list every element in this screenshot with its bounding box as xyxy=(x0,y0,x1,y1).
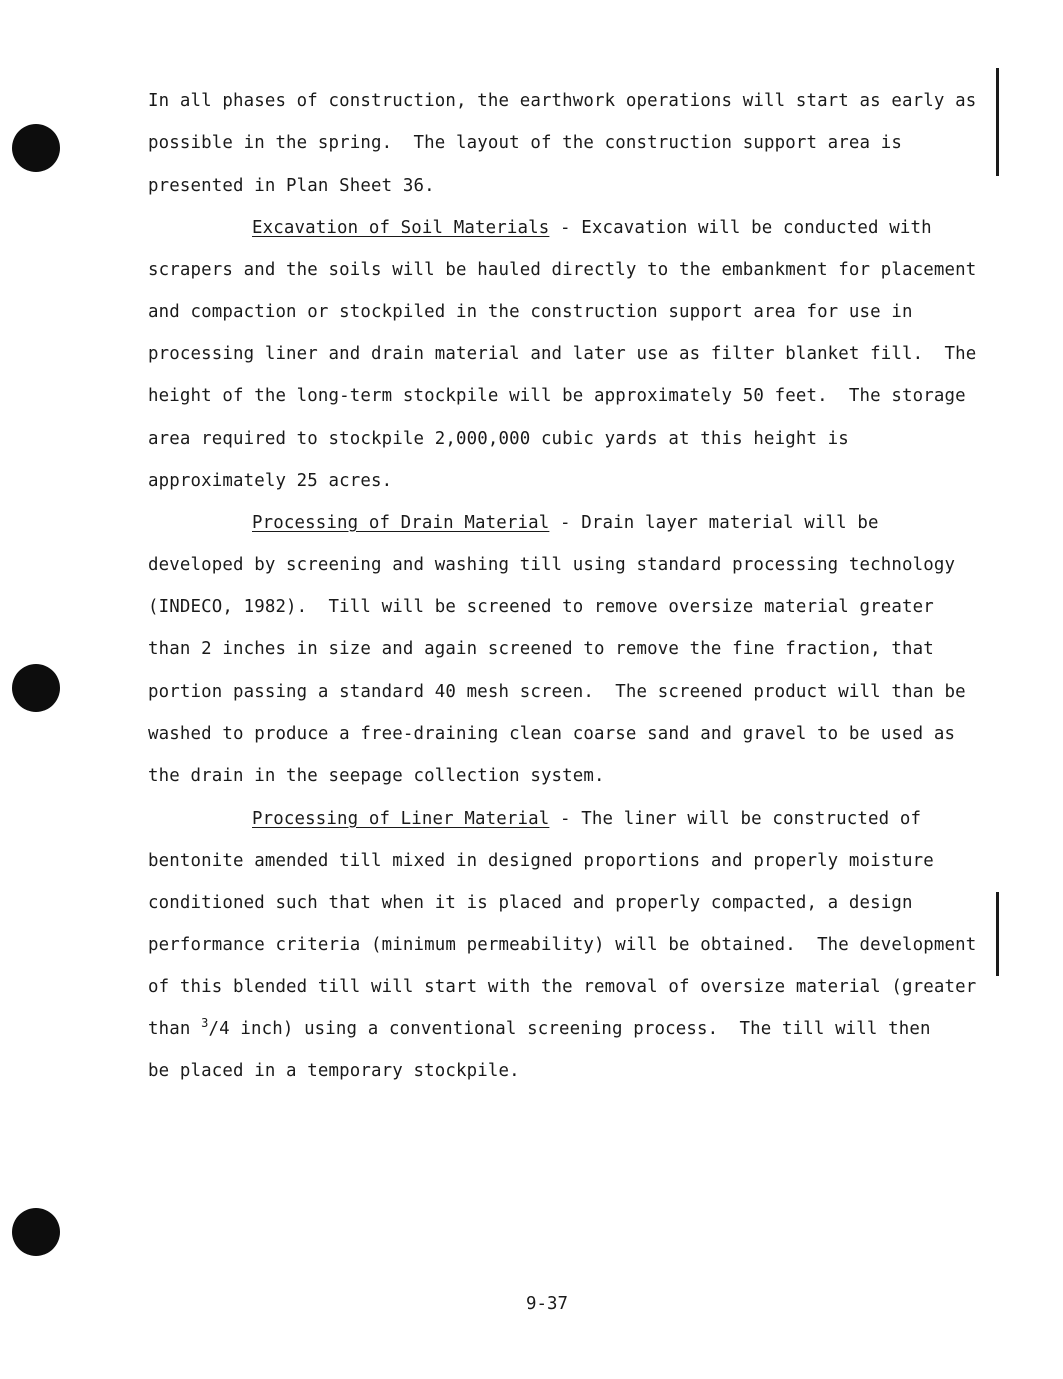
body-text-line: be placed in a temporary stockpile. xyxy=(148,1061,520,1081)
body-text-line: approximately 25 acres. xyxy=(148,471,393,491)
body-text-line: presented in Plan Sheet 36. xyxy=(148,176,435,196)
section-first-line xyxy=(252,809,921,829)
body-text-line: height of the long-term stockpile will be approximately 50 feet. The storage xyxy=(148,386,966,406)
body-text-span: than xyxy=(148,1019,202,1039)
body-text-line: conditioned such that when it is placed and properly compacted, a design xyxy=(148,893,913,913)
body-text-span: - Excavation will be conducted with xyxy=(549,218,932,238)
fraction-superscript: 3 xyxy=(201,1016,209,1030)
body-text-line: and compaction or stockpiled in the construction support area for use in xyxy=(148,302,913,322)
punch-hole-middle xyxy=(12,664,60,712)
body-text-line-fraction xyxy=(148,1016,931,1040)
body-text-line: than 2 inches in size and again screened to remove the fine fraction, that xyxy=(148,639,934,659)
revision-bar-bottom xyxy=(996,892,999,976)
section-heading-liner-material: Processing of Liner Material xyxy=(252,809,550,829)
section-first-line xyxy=(252,218,932,238)
body-text-span: - Drain layer material will be xyxy=(549,513,879,533)
punch-hole-top xyxy=(12,124,60,172)
body-text-line: the drain in the seepage collection system. xyxy=(148,766,605,786)
body-text-line: In all phases of construction, the earthwork operations will start as early as xyxy=(148,91,977,111)
body-text-line: performance criteria (minimum permeability) will be obtained. The development xyxy=(148,935,977,955)
section-heading-drain-material: Processing of Drain Material xyxy=(252,513,550,533)
section-first-line xyxy=(252,513,879,533)
section-heading-excavation: Excavation of Soil Materials xyxy=(252,218,550,238)
page-number: 9-37 xyxy=(526,1294,568,1314)
body-text-span: - The liner will be constructed of xyxy=(549,809,922,829)
body-text-line: bentonite amended till mixed in designed proportions and properly moisture xyxy=(148,851,934,871)
revision-bar-top xyxy=(996,68,999,176)
body-text-line: possible in the spring. The layout of the construction support area is xyxy=(148,133,903,153)
body-text-line: (INDECO, 1982). Till will be screened to remove oversize material greater xyxy=(148,597,934,617)
body-text-line: processing liner and drain material and later use as filter blanket fill. The xyxy=(148,344,977,364)
body-text-line: developed by screening and washing till using standard processing technology xyxy=(148,555,956,575)
body-text-line: portion passing a standard 40 mesh screen. The screened product will than be xyxy=(148,682,966,702)
body-text-span: /4 inch) using a conventional screening process. The till will then xyxy=(208,1019,931,1039)
body-text-line: scrapers and the soils will be hauled directly to the embankment for placement xyxy=(148,260,977,280)
body-text-line: area required to stockpile 2,000,000 cubic yards at this height is xyxy=(148,429,849,449)
body-text-line: washed to produce a free-draining clean coarse sand and gravel to be used as xyxy=(148,724,956,744)
body-text-line: of this blended till will start with the removal of oversize material (greater xyxy=(148,977,977,997)
punch-hole-bottom xyxy=(12,1208,60,1256)
